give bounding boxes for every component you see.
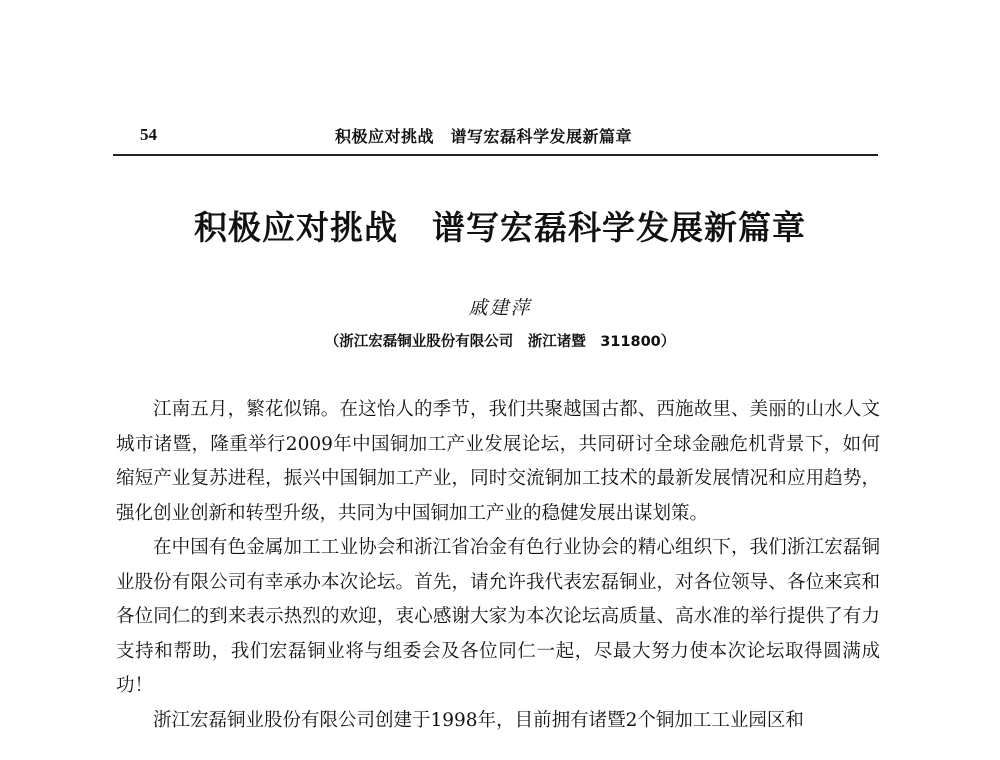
author-affiliation: （浙江宏磊铜业股份有限公司 浙江诸暨 311800） <box>324 334 676 350</box>
running-header <box>113 120 878 156</box>
author-name: 戚建萍 <box>468 297 532 319</box>
page-number: 54 <box>140 125 157 144</box>
article-title: 积极应对挑战 谱写宏磊科学发展新篇章 <box>194 208 806 247</box>
article-body <box>116 393 880 738</box>
paragraph: 浙江宏磊铜业股份有限公司创建于1998年，目前拥有诸暨2个铜加工工业园区和 <box>153 709 804 731</box>
paragraph: 江南五月，繁花似锦。在这怡人的季节，我们共聚越国古都、西施故里、美丽的山水人文城市诸暨，隆重举行2009年中国铜加工产业发展论坛，共同研讨全球金融危机背景下，如何缩短产业复苏进程，振兴中国铜加工产业，同时交流铜加工技术的最新发展情况和应用趋势，强化创业创新和转型升级，共同为中国铜加工产业的稳健发展出谋划策。 <box>116 399 880 524</box>
paragraph: 在中国有色金属加工工业协会和浙江省冶金有色行业协会的精心组织下，我们浙江宏磊铜业股份有限公司有幸承办本次论坛。首先，请允许我代表宏磊铜业，对各位领导、各位来宾和各位同仁的到来表示热烈的欢迎，衷心感谢大家为本次论坛高质量、高水准的举行提供了有力支持和帮助，我们宏磊铜业将与组委会及各位同仁一起，尽最大努力使本次论坛取得圆满成功！ <box>116 537 880 696</box>
running-title: 积极应对挑战 谱写宏磊科学发展新篇章 <box>335 127 633 146</box>
